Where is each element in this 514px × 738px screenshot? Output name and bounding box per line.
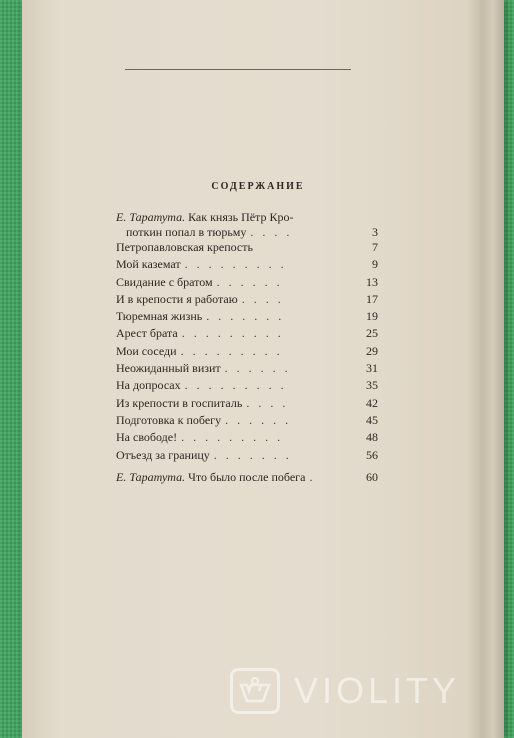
- entry-page-number: 48: [366, 430, 378, 445]
- entry-leader-dots: . . . . . . .: [213, 447, 292, 462]
- entry-leader-dots: . . . . . . . . .: [184, 257, 287, 272]
- watermark: [230, 666, 500, 716]
- entry-leader-dots: . . . . . . .: [206, 309, 285, 324]
- toc-entry: [116, 210, 378, 240]
- entry-page-number: 60: [366, 469, 378, 484]
- entry-leader-dots: . . . . . .: [216, 274, 283, 289]
- violity-logo-icon: [230, 668, 280, 714]
- toc-entry: [116, 361, 378, 378]
- entry-page-number: 7: [372, 240, 378, 254]
- entry-page-number: 42: [366, 395, 378, 410]
- entry-title: На допросах: [116, 378, 181, 393]
- entry-title: Отъезд за границу: [116, 447, 210, 462]
- entry-title: Как князь Пётр Кро-: [188, 210, 294, 224]
- entry-page-number: 17: [366, 291, 378, 306]
- entry-title: Свидание с братом: [116, 274, 213, 289]
- toc-entry: [116, 257, 378, 274]
- entry-leader-dots: . . . . . . . . .: [181, 430, 284, 445]
- entry-title-continued: поткин попал в тюрьму: [126, 225, 247, 239]
- page-fold-shadow: [468, 0, 504, 738]
- toc-entry: [116, 240, 378, 257]
- entry-author: Е. Таратута.: [116, 210, 186, 224]
- table-of-contents: [116, 210, 378, 487]
- entry-title: Что было после побега: [188, 469, 306, 484]
- entry-author: Е. Таратута.: [116, 469, 186, 484]
- entry-leader-dots: .: [309, 469, 316, 484]
- toc-entry: [116, 309, 378, 326]
- entry-page-number: 45: [366, 412, 378, 427]
- entry-leader-dots: . . . .: [246, 395, 289, 410]
- entry-title: Петропавловская крепость: [116, 240, 253, 254]
- entry-title: Тюремная жизнь: [116, 309, 203, 324]
- entry-leader-dots: . . . . . .: [224, 361, 291, 376]
- entry-leader-dots: . . . . . .: [225, 412, 292, 427]
- toc-entry: [116, 344, 378, 361]
- top-rule: [125, 69, 351, 70]
- entry-page-number: 56: [366, 447, 378, 462]
- entry-page-number: 19: [366, 309, 378, 324]
- toc-entry: [116, 448, 378, 465]
- entry-page-number: 3: [372, 225, 378, 239]
- toc-entry: [116, 326, 378, 343]
- entry-leader-dots: . . . .: [250, 225, 293, 239]
- violity-logo-icon: [233, 671, 277, 711]
- toc-entry: [116, 396, 378, 413]
- entry-page-number: 35: [366, 378, 378, 393]
- toc-heading: СОДЕРЖАНИЕ: [211, 181, 305, 192]
- toc-entry: [116, 378, 378, 395]
- entry-leader-dots: . . . . . . . . .: [184, 378, 287, 393]
- entry-title: И в крепости я работаю: [116, 291, 238, 306]
- entry-page-number: 25: [366, 326, 378, 341]
- watermark-text: VIOLITY: [294, 670, 461, 711]
- entry-title: Мои соседи: [116, 343, 177, 358]
- entry-page-number: 9: [372, 257, 378, 272]
- entry-leader-dots: . . . . . . . . .: [180, 343, 283, 358]
- entry-title: Подготовка к побегу: [116, 412, 222, 427]
- entry-leader-dots: . . . . . . . . .: [181, 326, 284, 341]
- entry-page-number: 13: [366, 274, 378, 289]
- toc-entry: [116, 275, 378, 292]
- toc-entry: [116, 470, 378, 487]
- entry-title: Неожиданный визит: [116, 361, 221, 376]
- book-page: [22, 0, 504, 738]
- toc-entry: [116, 292, 378, 309]
- entry-title: Мой каземат: [116, 257, 181, 272]
- entry-leader-dots: . . . .: [241, 291, 284, 306]
- entry-page-number: 29: [366, 343, 378, 358]
- toc-entry: [116, 430, 378, 447]
- entry-title: На свободе!: [116, 430, 178, 445]
- entry-title: Из крепости в госпиталь: [116, 395, 243, 410]
- entry-title: Арест брата: [116, 326, 178, 341]
- toc-entry: [116, 413, 378, 430]
- entry-page-number: 31: [366, 361, 378, 376]
